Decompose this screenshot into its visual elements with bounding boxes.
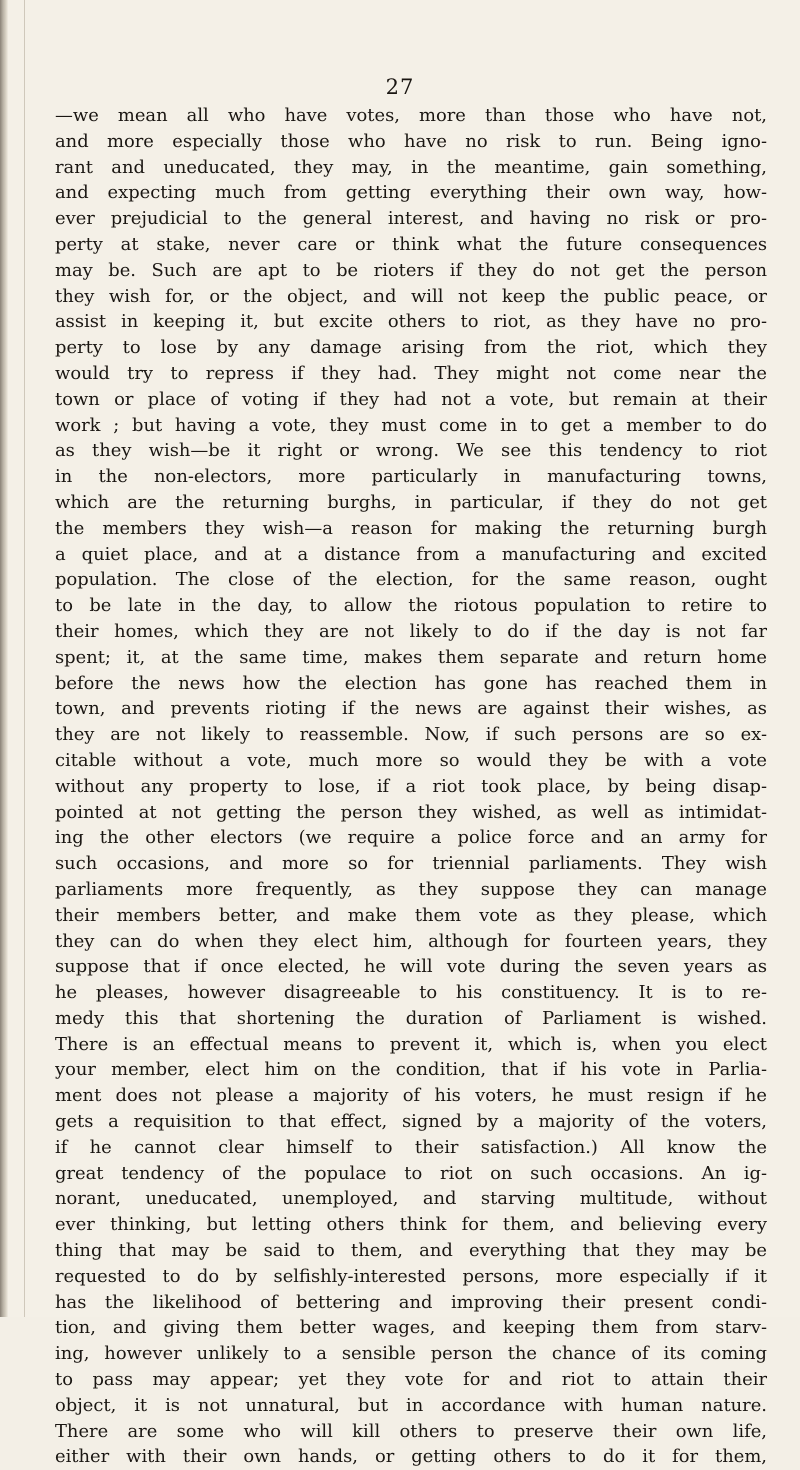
text-line: to be late in the day, to allow the riotous population to retire to [55, 595, 767, 617]
text-line: ever prejudicial to the general interest, and having no risk or pro- [55, 208, 767, 230]
text-line: your member, elect him on the condition, that if his vote in Parlia- [55, 1059, 767, 1081]
text-line: in the non-electors, more particularly in manufacturing towns, [55, 466, 767, 488]
text-line: perty to lose by any damage arising from the riot, which they [55, 337, 767, 359]
text-line: pointed at not getting the person they wished, as well as intimidat- [55, 801, 767, 823]
text-line: —we mean all who have votes, more than those who have not, [55, 105, 767, 126]
text-line: assist in keeping it, but excite others to riot, as they have no pro- [55, 311, 767, 333]
text-line: if he cannot clear himself to their satisfaction.) All know the [55, 1136, 767, 1158]
text-line: as they wish—be it right or wrong. We see this tendency to riot [55, 440, 767, 462]
binding-edge [0, 0, 8, 1317]
text-line: a quiet place, and at a distance from a manufacturing and excited [55, 543, 767, 565]
text-line: parliaments more frequently, as they suppose they can manage [55, 878, 767, 900]
text-line: which are the returning burghs, in particular, if they do not get [55, 491, 767, 513]
text-line: thing that may be said to them, and everything that they may be [55, 1240, 767, 1262]
text-line: town, and prevents rioting if the news are against their wishes, as [55, 698, 767, 720]
text-line: would try to repress if they had. They might not come near the [55, 362, 767, 384]
text-line: their members better, and make them vote as they please, which [55, 904, 767, 926]
text-line: their homes, which they are not likely to do if the day is not far [55, 620, 767, 642]
text-line: ment does not please a majority of his voters, he must resign if he [55, 1085, 767, 1107]
text-line: requested to do by selfishly-interested persons, more especially if it [55, 1265, 767, 1287]
text-line: There are some who will kill others to preserve their own life, [55, 1420, 767, 1442]
text-line: has the likelihood of bettering and improving their present condi- [55, 1291, 767, 1313]
text-line: ing the other electors (we require a police force and an army for [55, 827, 767, 849]
text-line: gets a requisition to that effect, signed by a majority of the voters, [55, 1111, 767, 1133]
text-line: they are not likely to reassemble. Now, if such persons are so ex- [55, 724, 767, 746]
body-text [55, 103, 767, 1470]
text-line: to pass may appear; yet they vote for and riot to attain their [55, 1369, 767, 1391]
text-line: they wish for, or the object, and will not keep the public peace, or [55, 285, 767, 307]
text-line: There is an effectual means to prevent it, which is, when you elect [55, 1033, 767, 1055]
text-line: suppose that if once elected, he will vote during the seven years as [55, 956, 767, 978]
text-line: medy this that shortening the duration of Parliament is wished. [55, 1007, 767, 1029]
text-line: without any property to lose, if a riot took place, by being disap- [55, 775, 767, 797]
text-line: either with their own hands, or getting others to do it for them, [55, 1446, 767, 1468]
text-line: tion, and giving them better wages, and keeping them from starv- [55, 1317, 767, 1339]
text-line: may be. Such are apt to be rioters if they do not get the person [55, 259, 767, 281]
binding-line [24, 0, 25, 1317]
text-line: they can do when they elect him, although for fourteen years, they [55, 930, 767, 952]
text-line: town or place of voting if they had not a vote, but remain at their [55, 388, 767, 410]
text-line: ever thinking, but letting others think for them, and believing every [55, 1214, 767, 1236]
text-line: he pleases, however disagreeable to his constituency. It is to re- [55, 982, 767, 1004]
text-line: before the news how the election has gone has reached them in [55, 672, 767, 694]
text-line: ing, however unlikely to a sensible person the chance of its coming [55, 1343, 767, 1365]
text-line: population. The close of the election, for the same reason, ought [55, 569, 767, 591]
page-number: 27 [385, 75, 415, 99]
text-line: norant, uneducated, unemployed, and starving multitude, without [55, 1188, 767, 1210]
text-line: and more especially those who have no risk to run. Being igno- [55, 130, 767, 152]
text-line: and expecting much from getting everything their own way, how- [55, 182, 767, 204]
text-line: citable without a vote, much more so would they be with a vote [55, 749, 767, 771]
text-line: rant and uneducated, they may, in the meantime, gain something, [55, 156, 767, 178]
text-line: great tendency of the populace to riot on such occasions. An ig- [55, 1162, 767, 1184]
text-line: spent; it, at the same time, makes them separate and return home [55, 646, 767, 668]
text-line: such occasions, and more so for triennial parliaments. They wish [55, 853, 767, 875]
text-line: work ; but having a vote, they must come in to get a member to do [55, 414, 767, 436]
text-line: the members they wish—a reason for making the returning burgh [55, 517, 767, 539]
text-line: perty at stake, never care or think what the future consequences [55, 233, 767, 255]
text-line: object, it is not unnatural, but in accordance with human nature. [55, 1394, 767, 1416]
